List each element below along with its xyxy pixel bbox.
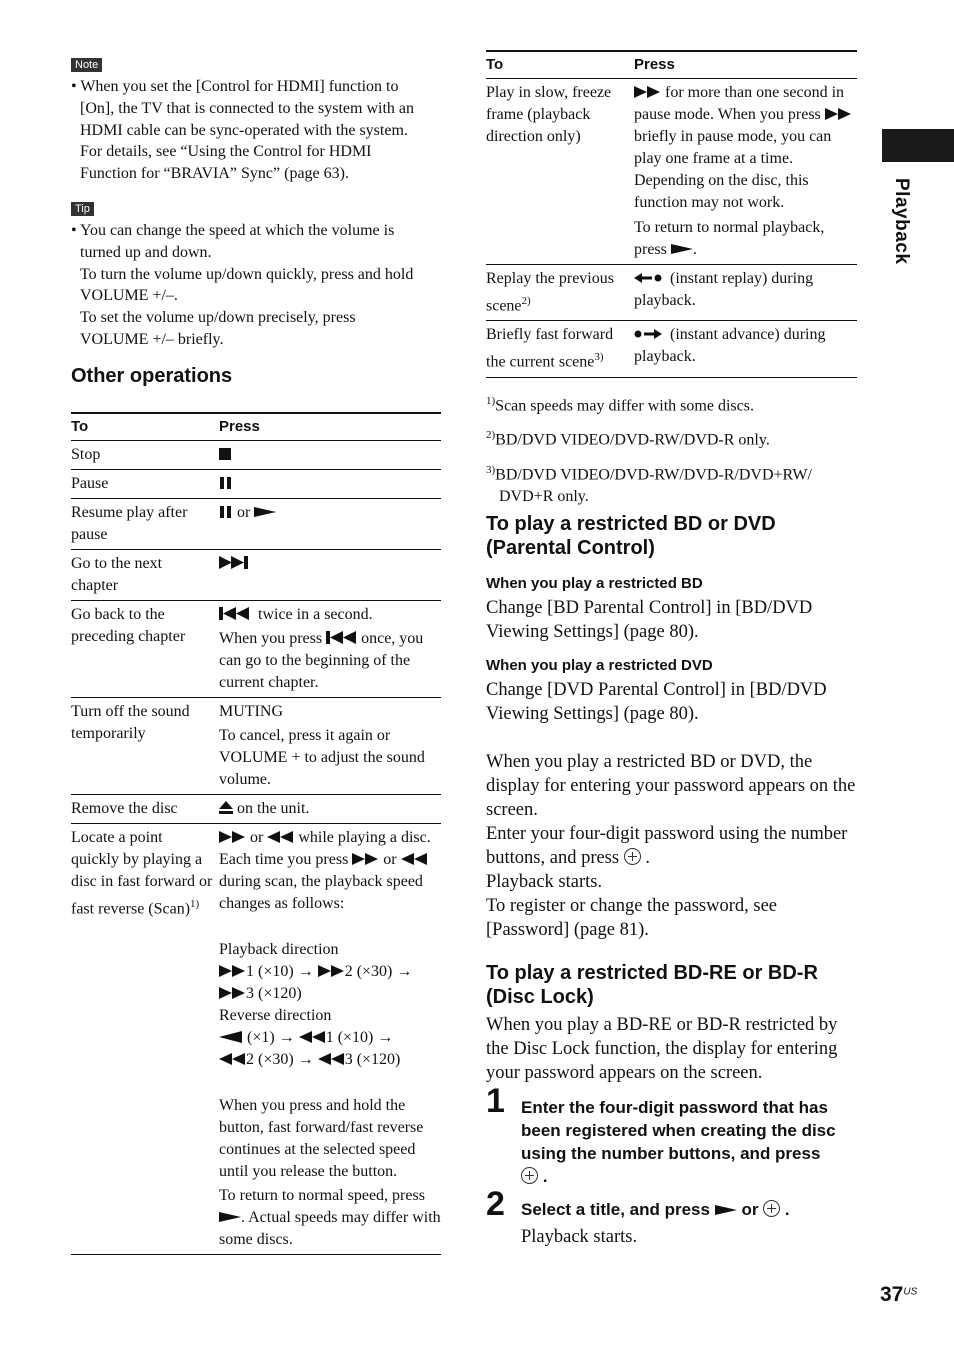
press-text: MUTING [219, 703, 283, 720]
press-text: on the unit. [237, 800, 310, 817]
page-number [880, 1283, 917, 1307]
speed-step: 2 (×30) [344, 963, 393, 980]
row-to-slow-play: Play in slow, freeze frame (playback direction only) [486, 79, 634, 265]
play-icon [671, 243, 693, 255]
row-to-pause: Pause [71, 470, 219, 499]
fast-reverse-icon [267, 831, 294, 843]
tip-line: To set the volume up/down precisely, press [80, 309, 356, 327]
side-tab-marker [882, 129, 954, 162]
pause-icon [219, 506, 233, 518]
bd-text: Change [BD Parental Control] in [BD/DVD Viewing Settings] (page 80). [486, 598, 813, 642]
tip-line: You can change the speed at which the volume is [80, 222, 395, 239]
step-2-result: Playback starts. [521, 1227, 638, 1247]
note-line: When you set the [Control for HDMI] function to [80, 78, 399, 95]
press-text: To return to normal speed, press [219, 1187, 425, 1204]
row-to-mute: Turn off the sound temporarily [71, 698, 219, 795]
footnotes [486, 390, 857, 508]
row-to-previous-chapter: Go back to the preceding chapter [71, 601, 219, 698]
speed-step: (×1) [247, 1029, 275, 1046]
arrow-right-icon: → [297, 963, 314, 980]
footnote-mark: 2) [486, 429, 496, 442]
previous-icon [326, 631, 357, 644]
step-2-label: Select a title, and press [521, 1200, 710, 1219]
fast-reverse-icon [401, 853, 428, 865]
table-row [71, 499, 441, 550]
pause-icon [219, 477, 233, 489]
disc-lock-text: When you play a BD-RE or BD-R restricted by the Disc Lock function, the display for entering your password appears on the screen. [486, 1015, 838, 1083]
footnote-ref: 3) [594, 351, 604, 364]
previous-icon [219, 607, 250, 620]
eject-icon [219, 801, 233, 814]
table-row [71, 470, 441, 499]
page-suffix: US [903, 1286, 918, 1298]
fast-forward-icon [634, 86, 661, 98]
table-row [71, 550, 441, 601]
speed-step: 3 (×120) [246, 985, 302, 1002]
tip-line: turned up and down. [80, 243, 212, 261]
reverse-direction-label: Reverse direction [219, 1007, 332, 1024]
press-text: . Actual speeds may differ with some discs. [219, 1209, 441, 1248]
speed-step: 3 (×120) [344, 1051, 401, 1068]
arrow-right-icon: → [297, 1051, 314, 1068]
footnote-ref: 1) [190, 898, 200, 910]
note-line: For details, see “Using the Control for HDMI [80, 143, 372, 161]
footnote-text: BD/DVD VIDEO/DVD-RW/DVD-R/DVD+RW/ [495, 465, 812, 483]
next-icon [219, 556, 249, 569]
footnote-mark: 1) [486, 395, 496, 407]
password-instructions: When you play a restricted BD or DVD, the display for entering your password appears on the screen. Enter your four-digit password using the number buttons, and press . Playback starts. To register or change the password, see [Password] (page 81). [486, 752, 856, 940]
tip-line: VOLUME +/–. [80, 287, 178, 305]
note-line: [On], the TV that is connected to the system with an [80, 99, 415, 117]
side-tab-label: Playback [891, 178, 912, 265]
row-to-stop: Stop [71, 441, 219, 470]
fast-forward-icon [219, 831, 246, 843]
footnote [486, 390, 857, 417]
slow-reverse-icon [219, 1031, 243, 1043]
table-row [71, 824, 441, 1255]
fast-reverse-icon [219, 1053, 246, 1065]
note-badge: Note [71, 58, 102, 72]
press-text: To return to normal playback, press [634, 219, 825, 258]
or-text: or [237, 504, 251, 521]
press-text: while playing a disc. [298, 829, 431, 846]
press-text: or [383, 851, 397, 868]
fast-forward-icon [219, 987, 246, 999]
press-text: twice in a second. [258, 606, 373, 623]
enter-button-icon [521, 1167, 538, 1184]
press-text: for more than one second in pause mode. When you press [634, 84, 845, 123]
note-line: Function for “BRAVIA” Sync” (page 63). [80, 165, 349, 183]
password-paragraph: To register or change the password, see [Password] (page 81). [486, 896, 778, 940]
footnote-ref: 2) [521, 295, 531, 307]
footnote [486, 424, 857, 451]
arrow-right-icon: → [377, 1029, 394, 1046]
page-number-value: 37 [880, 1283, 904, 1306]
fast-forward-icon [825, 108, 852, 120]
footnote-text: DVD+R only. [499, 487, 589, 505]
table-row [486, 265, 857, 321]
tip-section [71, 199, 443, 351]
playback-direction-label: Playback direction [219, 941, 339, 958]
play-icon [254, 506, 276, 518]
dvd-text: Change [DVD Parental Control] in [BD/DVD Viewing Settings] (page 80). [486, 680, 827, 724]
scan-label: Locate a point quickly by playing a disc in fast forward or fast reverse (Scan) [71, 829, 213, 918]
fast-reverse-icon [318, 1053, 345, 1065]
press-text: during scan, the playback speed changes as follows: [219, 873, 423, 912]
or-text: or [741, 1200, 759, 1219]
press-text: Each time you press [219, 851, 349, 868]
note-section [71, 55, 443, 185]
bd-subheading: When you play a restricted BD [486, 575, 703, 592]
other-operations-table [71, 412, 441, 1255]
footnote-text: BD/DVD VIDEO/DVD-RW/DVD-R only. [495, 431, 770, 449]
tip-line: To turn the volume up/down quickly, press and hold [80, 265, 414, 283]
instant-advance-icon [634, 328, 662, 340]
password-paragraph: When you play a restricted BD or DVD, the display for entering your password appears on the screen. [486, 752, 856, 820]
play-icon [715, 1204, 737, 1216]
row-to-scan [71, 824, 219, 1255]
table-row [486, 321, 857, 377]
press-text: once, you can go to the beginning of the current chapter. [219, 630, 424, 691]
speed-step: 1 (×10) [325, 1029, 374, 1046]
col-header-press: Press [219, 413, 441, 441]
table-row [486, 79, 857, 265]
disc-lock-title: To play a restricted BD-RE or BD-R (Disc Lock) [486, 962, 818, 1008]
row-to-next-chapter: Go to the next chapter [71, 550, 219, 601]
press-text: (instant replay) during playback. [634, 270, 814, 309]
press-text: (instant advance) during playback. [634, 326, 826, 366]
enter-button-icon [624, 848, 641, 865]
password-paragraph: Enter your four-digit password using the number buttons, and press [486, 824, 848, 868]
advance-label: Briefly fast forward the current scene [486, 326, 614, 371]
note-line: HDMI cable can be sync-operated with the system. [80, 121, 408, 139]
step-1-number: 1 [486, 1082, 505, 1120]
dvd-subheading: When you play a restricted DVD [486, 657, 713, 674]
footnote-text: Scan speeds may differ with some discs. [495, 397, 754, 415]
tip-line: VOLUME +/– briefly. [80, 330, 224, 348]
col-header-to: To [71, 413, 219, 441]
row-to-remove-disc: Remove the disc [71, 795, 219, 824]
playback-table [486, 50, 857, 402]
press-text: . [692, 241, 697, 258]
step-2-text: Select a title, and press or . [521, 1200, 790, 1219]
table-row [71, 441, 441, 470]
row-to-resume: Resume play after pause [71, 499, 219, 550]
stop-icon [219, 448, 231, 460]
step-2-number: 2 [486, 1185, 505, 1223]
note-text: • When you set the [Control for HDMI] function to [On], the TV that is connected to the system with an HDMI cable can be sync-operated with the system. For details, see “Using the Control for HDMI Function for “BRAVIA” Sync” (page 63). [71, 76, 443, 185]
speed-step: 2 (×30) [246, 1051, 294, 1068]
tip-badge: Tip [71, 202, 94, 216]
arrow-right-icon: → [278, 1029, 295, 1046]
row-to-replay [486, 265, 634, 321]
speed-step: 1 (×10) [246, 963, 294, 980]
replay-label: Replay the previous scene [486, 270, 614, 315]
parental-control-title: To play a restricted BD or DVD (Parental Control) [486, 513, 776, 559]
footnote-mark: 3) [486, 463, 496, 476]
press-text: When you press and hold the button, fast forward/fast reverse continues at the selected speed until you release the button. [219, 1097, 424, 1180]
fast-reverse-icon [299, 1031, 326, 1043]
instant-replay-icon [634, 272, 662, 284]
press-text: When you press [219, 630, 323, 647]
footnote [486, 459, 857, 486]
row-to-advance [486, 321, 634, 377]
enter-button-icon [763, 1200, 780, 1217]
fast-forward-icon [352, 853, 379, 865]
fast-forward-icon [219, 965, 246, 977]
step-1-text: Enter the four-digit password that has been registered when creating the disc using the number buttons, and press . [521, 1098, 836, 1186]
fast-forward-icon [318, 965, 345, 977]
press-text: briefly in pause mode, you can play one frame at a time. Depending on the disc, this function may not work. [634, 128, 832, 211]
press-text: To cancel, press it again or VOLUME + to adjust the sound volume. [219, 727, 425, 788]
arrow-right-icon: → [396, 963, 413, 980]
press-text: or [250, 829, 264, 846]
section-title-other-operations: Other operations [71, 365, 233, 387]
table-row [71, 698, 441, 795]
play-icon [219, 1211, 241, 1223]
table-row [71, 795, 441, 824]
step-1-label: Enter the four-digit password that has been registered when creating the disc using the number buttons, and press [521, 1098, 836, 1163]
col-header-to: To [486, 51, 634, 79]
password-paragraph: Playback starts. [486, 872, 603, 892]
table-row [71, 601, 441, 698]
col-header-press: Press [634, 51, 857, 79]
tip-text: • You can change the speed at which the volume is turned up and down. To turn the volume up/down quickly, press and hold VOLUME +/–. To set the volume up/down precisely, press VOLUME +/– briefly. [71, 220, 443, 351]
